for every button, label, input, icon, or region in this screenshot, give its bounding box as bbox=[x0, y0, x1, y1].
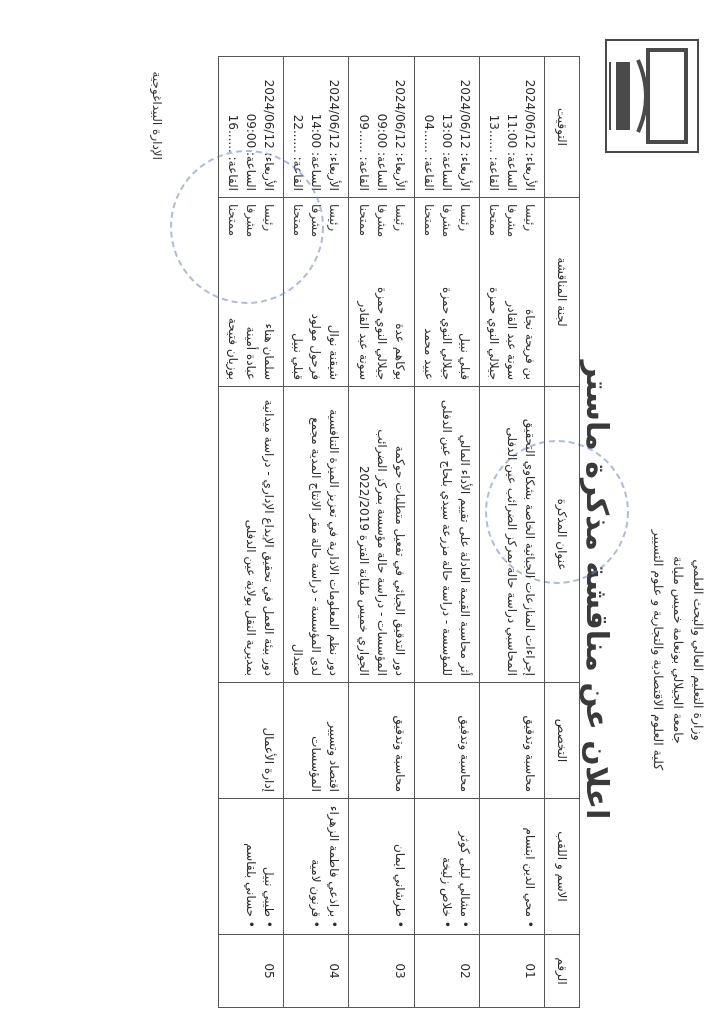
jury-member bbox=[420, 204, 438, 380]
thesis-title: دور التدقيق الجبائي في تفعيل متطلبات حوكمة المؤسسات - دراسة حالة مؤسسة بمركز الضرائب الجواري خميس مليانة الفترة 2022/2019 bbox=[349, 387, 414, 683]
jury-name: بوكاهم عدة bbox=[392, 323, 407, 380]
thesis-title: دور نظم المعلومات الادارية في تعزيز الميزة التنافسية لدى المؤسسة - دراسة حالة مقر الانتاج المدية مجمع صيدال bbox=[284, 387, 349, 683]
defense-hour: الساعة: 14:00 bbox=[309, 113, 324, 191]
jury-name: قبلي نبيل bbox=[457, 333, 472, 380]
jury-role: رئيسا bbox=[327, 204, 342, 232]
header-ministry: وزارة التعليم العالي والبحث العلمي bbox=[691, 559, 706, 741]
page-title: اعلان عن مناقشة مذكرة ماستر bbox=[579, 360, 614, 820]
jury-name: عبادة أمينة bbox=[244, 326, 259, 380]
specialty: إدارة الأعمال bbox=[219, 683, 284, 799]
jury-list bbox=[349, 198, 414, 387]
header-number: الرقم bbox=[545, 935, 580, 1008]
student-name: • حساني بلقاسم bbox=[242, 805, 260, 928]
faculty-stamp-bottom bbox=[170, 150, 324, 304]
jury-role: ممتحنا bbox=[226, 204, 241, 237]
row-number: 01 bbox=[479, 935, 544, 1008]
student-name: • خلاص زليخة bbox=[438, 805, 456, 928]
jury-member bbox=[391, 204, 409, 380]
jury-name: عبيد محمد bbox=[421, 328, 436, 380]
defense-date: الأربعاء: 2024/06/12 bbox=[392, 79, 407, 191]
schedule-time bbox=[479, 57, 544, 198]
header-university: جامعة الجيلالي بونعامة خميس مليانة bbox=[671, 556, 686, 744]
ministry-header bbox=[648, 500, 708, 800]
jury-role: ممتحنا bbox=[291, 204, 306, 237]
specialty: محاسبة وتدقيق bbox=[479, 683, 544, 799]
jury-name: سلمان هناء bbox=[262, 323, 277, 380]
table-header-row bbox=[545, 57, 580, 1008]
jury-member bbox=[438, 204, 456, 380]
jury-role: مشرفا bbox=[439, 204, 454, 238]
table-row bbox=[414, 57, 479, 1008]
defense-room: القاعة: ......09 bbox=[356, 114, 371, 191]
student-names bbox=[219, 799, 284, 935]
jury-list bbox=[479, 198, 544, 387]
jury-name: جيلالي النوي حمزة bbox=[374, 287, 389, 380]
header-name: الاسم و اللقب bbox=[545, 799, 580, 935]
defense-room: القاعة: ......04 bbox=[421, 114, 436, 191]
defense-hour: الساعة: 09:00 bbox=[374, 113, 389, 191]
student-name: • طيبي نبيل bbox=[260, 805, 278, 928]
jury-role: رئيسا bbox=[392, 204, 407, 232]
jury-member bbox=[456, 204, 474, 380]
jury-name: سونة عبد القادر bbox=[356, 301, 371, 380]
defense-room: القاعة: ......16 bbox=[226, 114, 241, 191]
student-names bbox=[414, 799, 479, 935]
jury-name: قبلي نبيل bbox=[291, 333, 306, 380]
student-name: • طرشاني ايمان bbox=[391, 805, 409, 928]
schedule-time bbox=[349, 57, 414, 198]
row-number: 05 bbox=[219, 935, 284, 1008]
jury-name: بوزيان فتيحة bbox=[226, 317, 241, 380]
header-jury: لجنة المناقشة bbox=[545, 198, 580, 387]
defense-hour: الساعة: 09:00 bbox=[244, 113, 259, 191]
specialty: محاسبة وتدقيق bbox=[349, 683, 414, 799]
jury-member bbox=[325, 204, 343, 380]
jury-name: شيقنة نوال bbox=[327, 324, 342, 380]
defense-date: الأربعاء: 2024/06/12 bbox=[327, 79, 342, 191]
jury-member bbox=[521, 204, 539, 380]
jury-role: ممتحنا bbox=[421, 204, 436, 237]
jury-role: مشرفا bbox=[309, 204, 324, 238]
jury-role: ممتحنا bbox=[356, 204, 371, 237]
jury-name: بن فريحة نجاة bbox=[523, 308, 537, 380]
jury-role: رئيسا bbox=[457, 204, 472, 232]
defense-hour: الساعة: 13:00 bbox=[439, 113, 454, 191]
jury-name: جيلالي النوي حمزة bbox=[439, 287, 454, 380]
jury-list bbox=[414, 198, 479, 387]
student-names bbox=[284, 799, 349, 935]
jury-role: رئيسا bbox=[523, 204, 537, 232]
specialty: اقتصاد وتسيير المؤسسات bbox=[284, 683, 349, 799]
student-name: • براذعي فاطمة الزهراء bbox=[325, 805, 343, 928]
thesis-title: إجراءات المنازعات الجبائية الخاصة بشكاوي التحقيق المحاسبي دراسة حالة بمركز الضرائب عين الدفلى bbox=[479, 387, 544, 683]
jury-member bbox=[373, 204, 391, 380]
defense-date: الأربعاء: 2024/06/12 bbox=[262, 79, 277, 191]
jury-name: سونة عبد القادر bbox=[505, 301, 519, 380]
schedule-time bbox=[414, 57, 479, 198]
student-name: • مشالي ليلى كوثر bbox=[456, 805, 474, 928]
thesis-title: دور بيئة العمل في تحقيق الإبداع الإداري - دراسة ميدانية بمديرية النقل بولاية عين الدفلى bbox=[219, 387, 284, 683]
jury-role: مشرفا bbox=[244, 204, 259, 238]
defense-room: القاعة: ......22 bbox=[291, 114, 306, 191]
header-timing: التوقيت bbox=[545, 57, 580, 198]
jury-member bbox=[485, 204, 503, 380]
defense-date: الأربعاء: 2024/06/12 bbox=[457, 79, 472, 191]
jury-name: فرحول مولود bbox=[309, 313, 324, 380]
row-number: 03 bbox=[349, 935, 414, 1008]
defense-date: الأربعاء: 2024/06/12 bbox=[523, 79, 537, 191]
student-names bbox=[349, 799, 414, 935]
defense-room: القاعة: ......13 bbox=[487, 114, 501, 191]
jury-role: ممتحنا bbox=[487, 204, 501, 237]
student-name: • قرنون لامية bbox=[307, 805, 325, 928]
jury-name: جيلالي النوي حمزة bbox=[487, 287, 501, 380]
table-row bbox=[349, 57, 414, 1008]
jury-member bbox=[503, 204, 521, 380]
university-logo bbox=[590, 32, 708, 162]
jury-role: مشرفا bbox=[374, 204, 389, 238]
header-faculty: كلية العلوم الاقتصادية والتجارية و علوم التسيير bbox=[651, 529, 666, 771]
jury-role: مشرفا bbox=[505, 204, 519, 238]
jury-role: رئيسا bbox=[262, 204, 277, 232]
specialty: محاسبة وتدقيق bbox=[414, 683, 479, 799]
row-number: 04 bbox=[284, 935, 349, 1008]
student-names bbox=[479, 799, 544, 935]
thesis-title: أثر محاسبة القيمة العادلة على تقييم الأداء المالي للمؤسسة - دراسة حالة مزرعة سيدي بلحاج عين الدفلى bbox=[414, 387, 479, 683]
header-specialty: التخصص bbox=[545, 683, 580, 799]
student-name: • محي الدين ابتسام bbox=[521, 805, 539, 928]
pedagogical-admin-signature: الإدارة البيداغوجية bbox=[150, 71, 164, 160]
row-number: 02 bbox=[414, 935, 479, 1008]
header-thesis-title: عنوان المذكرة bbox=[545, 387, 580, 683]
table-row bbox=[479, 57, 544, 1008]
defense-hour: الساعة: 11:00 bbox=[505, 113, 519, 191]
jury-member bbox=[355, 204, 373, 380]
